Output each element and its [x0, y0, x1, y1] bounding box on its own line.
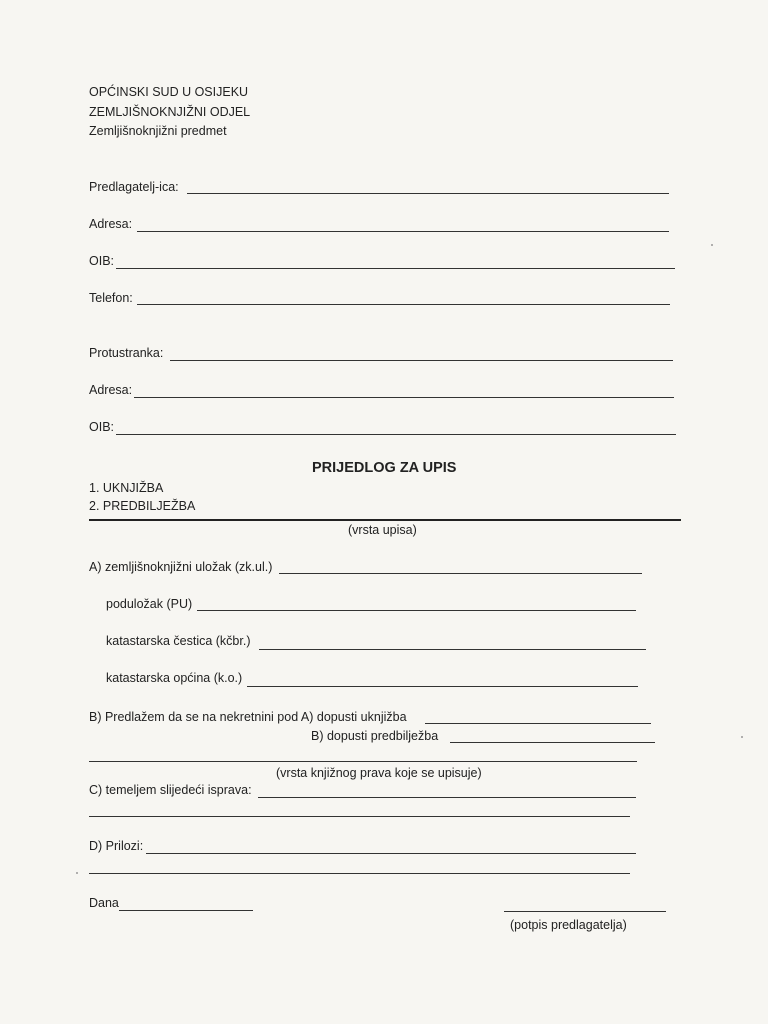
- podulozak-field[interactable]: [197, 610, 636, 611]
- applicant-name-field[interactable]: [187, 193, 669, 194]
- section-b-line1: B) Predlažem da se na nekretnini pod A) dopusti uknjižba: [89, 710, 407, 724]
- podulozak-label: poduložak (PU): [106, 597, 193, 611]
- predbiljezba-field[interactable]: [450, 742, 655, 743]
- counterparty-name-field[interactable]: [170, 360, 673, 361]
- counterparty-address-label: Adresa:: [89, 383, 133, 397]
- subject-label: Zemljišnoknjižni predmet: [89, 124, 227, 138]
- proposal-title: PRIJEDLOG ZA UPIS: [312, 460, 457, 476]
- right-type-field[interactable]: [89, 761, 637, 762]
- documents-field[interactable]: [258, 797, 636, 798]
- counterparty-oib-field[interactable]: [116, 434, 676, 435]
- option-predbiljezba: 2. PREDBILJEŽBA: [89, 499, 196, 513]
- paper-speck: [711, 244, 713, 246]
- paper-speck: [76, 872, 78, 874]
- counterparty-name-label: Protustranka:: [89, 346, 164, 360]
- counterparty-oib-label: OIB:: [89, 420, 115, 434]
- kcbr-label: katastarska čestica (kčbr.): [106, 634, 251, 648]
- applicant-oib-field[interactable]: [116, 268, 675, 269]
- entry-type-field[interactable]: [89, 519, 681, 521]
- counterparty-address-field[interactable]: [134, 397, 674, 398]
- section-b-line2: B) dopusti predbilježba: [311, 729, 439, 743]
- ko-field[interactable]: [247, 686, 638, 687]
- date-field[interactable]: [119, 910, 253, 911]
- zk-ulozak-label: A) zemljišnoknjižni uložak (zk.ul.): [89, 560, 273, 574]
- applicant-phone-field[interactable]: [137, 304, 670, 305]
- court-name: OPĆINSKI SUD U OSIJEKU: [89, 85, 249, 99]
- documents-field-continued[interactable]: [89, 816, 630, 817]
- entry-type-caption: (vrsta upisa): [348, 523, 417, 537]
- section-c-label: C) temeljem slijedeći isprava:: [89, 783, 252, 797]
- signature-caption: (potpis predlagatelja): [510, 918, 627, 932]
- option-uknjizba: 1. UKNJIŽBA: [89, 481, 164, 495]
- paper-speck: [741, 736, 743, 738]
- kcbr-field[interactable]: [259, 649, 646, 650]
- applicant-oib-label: OIB:: [89, 254, 115, 268]
- ko-label: katastarska općina (k.o.): [106, 671, 243, 685]
- section-d-label: D) Prilozi:: [89, 839, 144, 853]
- applicant-address-field[interactable]: [137, 231, 669, 232]
- signature-field[interactable]: [504, 911, 666, 912]
- attachments-field-continued[interactable]: [89, 873, 630, 874]
- applicant-phone-label: Telefon:: [89, 291, 133, 305]
- uknjizba-field[interactable]: [425, 723, 651, 724]
- right-type-caption: (vrsta knjižnog prava koje se upisuje): [276, 766, 482, 780]
- applicant-address-label: Adresa:: [89, 217, 133, 231]
- department-name: ZEMLJIŠNOKNJIŽNI ODJEL: [89, 105, 251, 119]
- applicant-name-label: Predlagatelj-ica:: [89, 180, 179, 194]
- attachments-field[interactable]: [146, 853, 636, 854]
- date-label: Dana: [89, 896, 119, 910]
- zk-ulozak-field[interactable]: [279, 573, 642, 574]
